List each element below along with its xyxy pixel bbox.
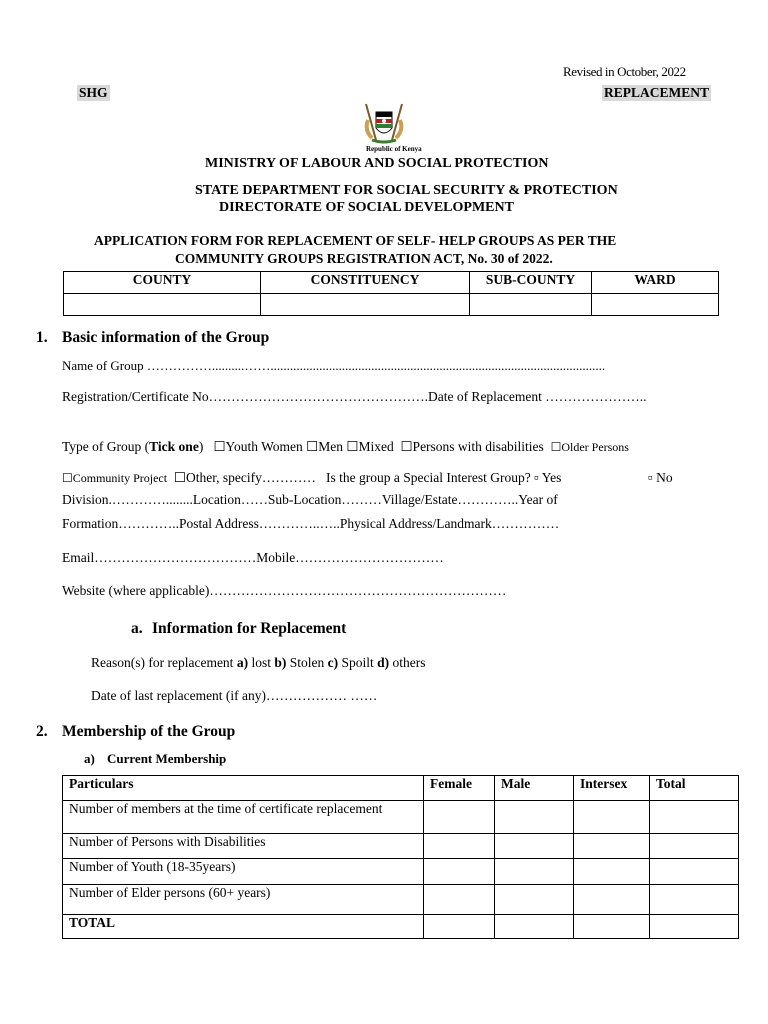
option-men[interactable]: ☐Men [306,439,343,454]
reason-lost[interactable]: lost [248,655,275,670]
reason-a-label: a) [236,655,249,670]
row-elder-persons: Number of Elder persons (60+ years) [63,885,424,915]
section1-heading: Basic information of the Group [62,329,270,346]
current-membership-label: a) [84,751,95,766]
cell[interactable] [495,885,574,915]
cell[interactable] [574,885,650,915]
reason-prefix: Reason(s) for replacement [91,655,237,670]
county-cell[interactable] [64,294,261,316]
cell[interactable] [495,834,574,859]
cell[interactable] [424,915,495,939]
intersex-header: Intersex [574,776,650,801]
form-title-line1: APPLICATION FORM FOR REPLACEMENT OF SELF- HELP GROUPS AS PER THE [94,233,617,248]
name-of-group-field[interactable]: Name of Group ……………..........……....................................................................................................... [62,358,606,373]
row-persons-with-disabilities: Number of Persons with Disabilities [63,834,424,859]
constituency-header: CONSTITUENCY [261,272,470,294]
ministry-title: MINISTRY OF LABOUR AND SOCIAL PROTECTION [205,156,549,171]
kenya-coat-of-arms-icon [362,100,406,146]
shg-tag: SHG [79,85,108,100]
subcounty-cell[interactable] [470,294,592,316]
special-interest-no[interactable]: ▫ No [648,470,673,485]
cell[interactable] [574,859,650,885]
division-location-line[interactable]: Division.…………........Location……Sub-Location………Village/Estate…………..Year of [62,492,558,507]
cell[interactable] [495,801,574,834]
option-community-project[interactable]: ☐Community Project [62,471,168,485]
cell[interactable] [424,801,495,834]
county-header: COUNTY [64,272,261,294]
row-total: TOTAL [63,915,424,939]
cell[interactable] [424,859,495,885]
row-youth: Number of Youth (18-35years) [63,859,424,885]
emblem-caption: Republic of Kenya [366,145,422,153]
row-members-at-replacement: Number of members at the time of certificate replacement [63,801,424,834]
form-title-line2: COMMUNITY GROUPS REGISTRATION ACT, No. 30 of 2022. [175,251,553,266]
subsection-a-heading: Information for Replacement [152,620,347,637]
community-row [62,470,561,486]
total-header: Total [650,776,739,801]
reason-d-label: d) [377,655,390,670]
subsection-a-label: a. [131,620,143,637]
registration-field[interactable]: Registration/Certificate No………………………………………….Date of Replacement ………………….. [62,389,647,404]
cell[interactable] [495,915,574,939]
option-youth-women[interactable]: ☐Youth Women [213,439,303,454]
cell[interactable] [424,885,495,915]
cell[interactable] [650,834,739,859]
reason-line [91,655,426,671]
cell[interactable] [650,859,739,885]
revised-date: Revised in October, 2022 [563,64,686,79]
type-of-group-row [62,439,629,455]
cell[interactable] [574,801,650,834]
subcounty-header: SUB-COUNTY [470,272,592,294]
particulars-header: Particulars [63,776,424,801]
type-close: ) [198,439,204,454]
type-label: Type of Group ( [62,439,150,454]
last-replacement-field[interactable]: Date of last replacement (if any)……………… …… [91,688,378,703]
replacement-tag: REPLACEMENT [604,85,710,100]
reason-stolen[interactable]: Stolen [286,655,328,670]
state-department-title: STATE DEPARTMENT FOR SOCIAL SECURITY & PROTECTION [195,183,618,198]
special-interest-question[interactable]: Is the group a Special Interest Group? ▫ Yes [326,470,562,485]
ward-cell[interactable] [592,294,719,316]
tick-one-label: Tick one [149,439,199,454]
current-membership-heading: Current Membership [107,751,227,766]
reason-c-label: c) [327,655,339,670]
section1-number: 1. [36,329,48,346]
cell[interactable] [650,801,739,834]
constituency-cell[interactable] [261,294,470,316]
option-mixed[interactable]: ☐Mixed [346,439,394,454]
ward-header: WARD [592,272,719,294]
option-other-specify[interactable]: ☐Other, specify………… [173,470,316,485]
cell[interactable] [424,834,495,859]
section2-number: 2. [36,723,48,740]
reason-b-label: b) [274,655,287,670]
option-pwd[interactable]: ☐Persons with disabilities [400,439,544,454]
section2-heading: Membership of the Group [62,723,236,740]
formation-address-line[interactable]: Formation…………..Postal Address…………..…..Physical Address/Landmark…………… [62,516,560,531]
email-mobile-line[interactable]: Email………………………………Mobile…………………………… [62,550,444,565]
website-line[interactable]: Website (where applicable)………………………………………………………… [62,583,507,598]
option-older-persons[interactable]: ☐Older Persons [550,440,629,454]
cell[interactable] [574,834,650,859]
reason-others[interactable]: others [389,655,426,670]
cell[interactable] [650,885,739,915]
directorate-title: DIRECTORATE OF SOCIAL DEVELOPMENT [219,200,514,215]
reason-spoilt[interactable]: Spoilt [338,655,378,670]
location-table [63,271,719,316]
cell[interactable] [574,915,650,939]
cell[interactable] [650,915,739,939]
female-header: Female [424,776,495,801]
male-header: Male [495,776,574,801]
membership-table [62,775,739,939]
cell[interactable] [495,859,574,885]
